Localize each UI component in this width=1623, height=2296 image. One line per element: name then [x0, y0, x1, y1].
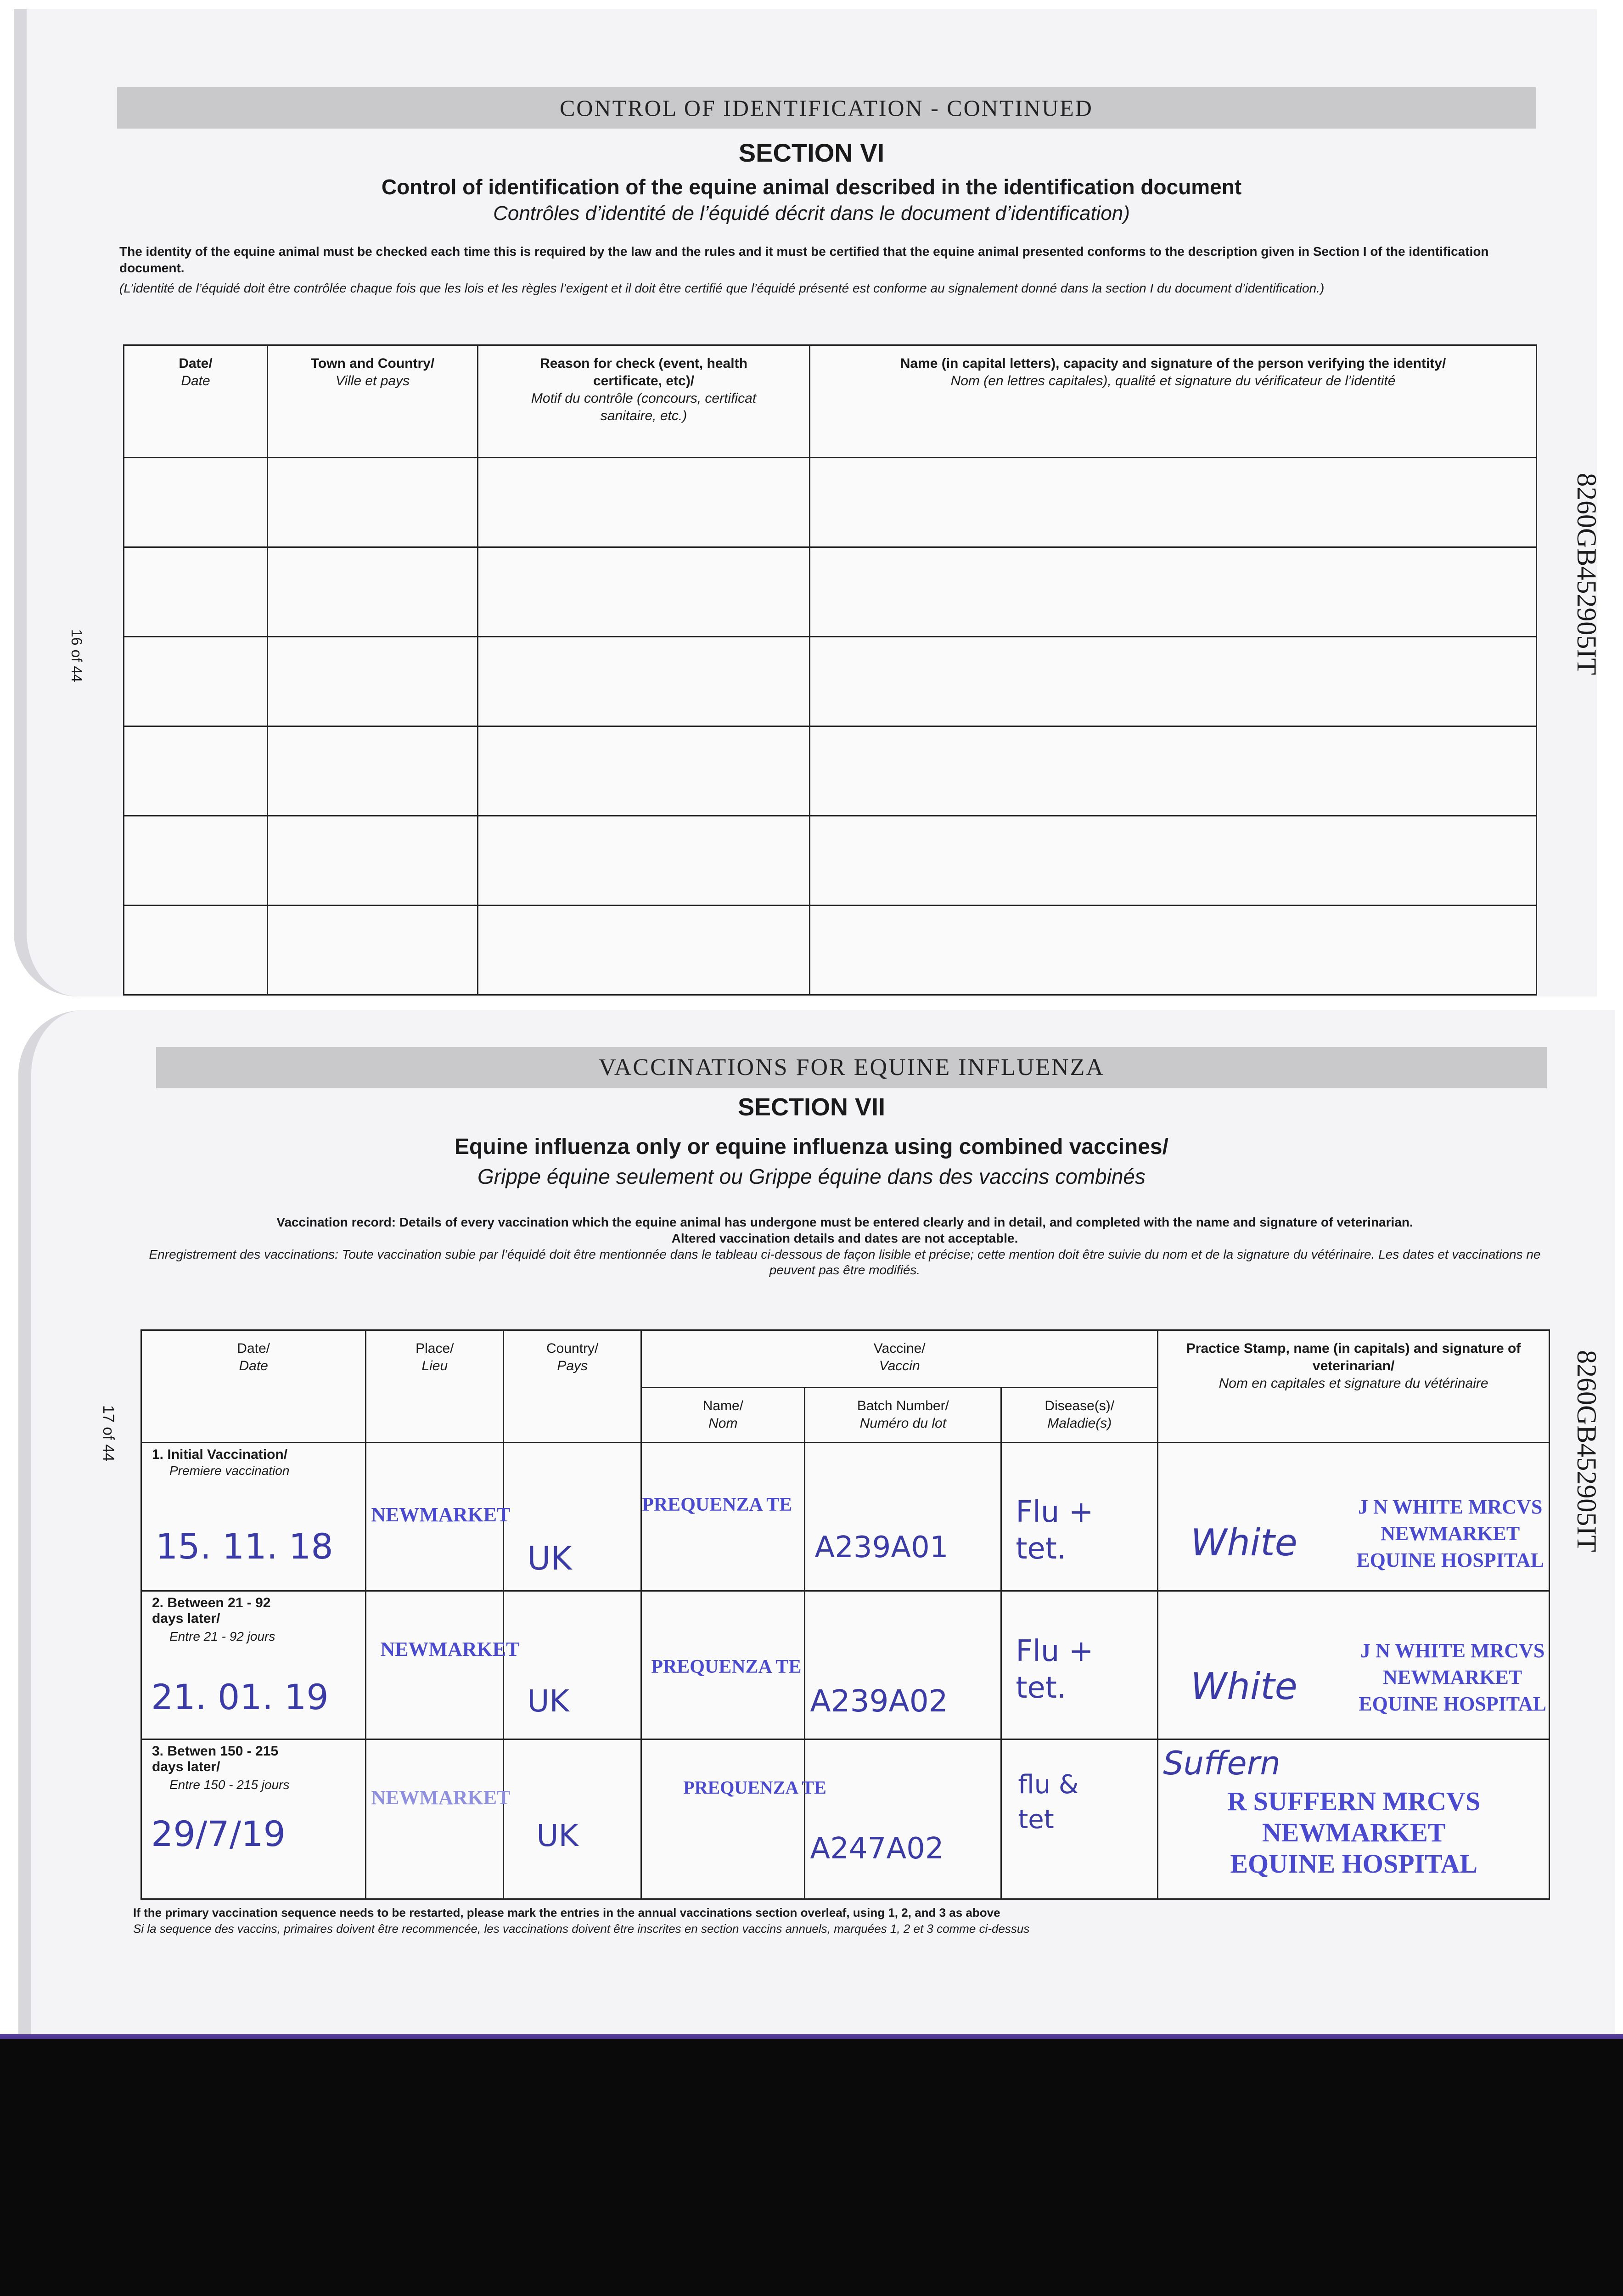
table-row[interactable]	[141, 1739, 1550, 1899]
date-value[interactable]: 15. 11. 18	[156, 1526, 333, 1567]
disease-value[interactable]: Flu + tet.	[1016, 1634, 1094, 1705]
col-date-header: Date/ Date	[124, 345, 268, 458]
col-vaccine-header: Vaccine/ Vaccin	[641, 1330, 1158, 1388]
date-value[interactable]: 21. 01. 19	[151, 1677, 329, 1717]
row-label: 2. Between 21 - 92 days later/	[152, 1595, 271, 1626]
vaccine-name-value[interactable]: PREQUENZA TE	[683, 1777, 826, 1798]
document-number-top: 8260GB452905IT	[1572, 473, 1602, 675]
scan-background	[0, 2039, 1623, 2296]
table-row[interactable]	[124, 906, 1537, 995]
col-country-header: Country/ Pays	[504, 1330, 641, 1443]
row-label-fr: Entre 21 - 92 jours	[169, 1629, 275, 1643]
table-row[interactable]	[124, 458, 1537, 547]
section-vii-intro-en: Vaccination record: Details of every vaccination which the equine animal has undergone must be entered clearly and in detail, and completed with the name and signature of veterinarian.	[276, 1215, 1413, 1229]
section-vi-band: CONTROL OF IDENTIFICATION - CONTINUED	[117, 87, 1536, 129]
place-value[interactable]: NEWMARKET	[371, 1503, 511, 1526]
signature: White	[1191, 1521, 1297, 1564]
table-row[interactable]	[124, 547, 1537, 637]
col-town-header: Town and Country/ Ville et pays	[268, 345, 478, 458]
footnote-en: If the primary vaccination sequence needs to be restarted, please mark the entries in the annual vaccinations section overleaf, using 1, 2, and 3 as above	[133, 1906, 1000, 1919]
page-number-16: 16 of 44	[68, 629, 85, 682]
page-number-17: 17 of 44	[100, 1405, 117, 1462]
country-value[interactable]: UK	[527, 1540, 572, 1577]
document-number-bottom: 8260GB452905IT	[1572, 1350, 1602, 1552]
country-value[interactable]: UK	[536, 1818, 578, 1853]
col-reason-header: Reason for check (event, health certificate, etc)/ Motif du contrôle (concours, certificat sanitaire, etc.)	[478, 345, 810, 458]
table-row[interactable]	[141, 1591, 1550, 1739]
section-vii-title: SECTION VII	[737, 1093, 886, 1121]
vet-stamp: J N WHITE MRCVS NEWMARKET EQUINE HOSPITAL	[1359, 1639, 1546, 1715]
section-vi-subtitle-fr: Contrôles d’identité de l’équidé décrit dans le document d’identification)	[493, 202, 1130, 225]
place-value[interactable]: NEWMARKET	[380, 1638, 520, 1660]
disease-value[interactable]: Flu + tet.	[1016, 1495, 1094, 1566]
footnote-fr: Si la sequence des vaccins, primaires doivent être recommencée, les vaccinations doivent être inscrites en section vaccins annuels, marquées 1, 2 et 3 comme ci-dessus	[133, 1922, 1030, 1936]
section-vi-subtitle-en: Control of identification of the equine animal described in the identification document	[381, 175, 1242, 199]
section-vii-intro-fr: Enregistrement des vaccinations: Toute vaccination subie par l’équidé doit être mentionnée dans le tableau ci-dessous de façon lisible et précise; cette mention doit être suivie du nom et de la signature du vétérinaire. Les dates et vaccinations ne peuvent pas être modifiés.	[149, 1247, 1541, 1277]
signature: Suffern	[1163, 1745, 1280, 1782]
row-label-fr: Entre 150 - 215 jours	[169, 1778, 290, 1792]
signature: White	[1191, 1665, 1297, 1708]
vet-stamp: R SUFFERN MRCVS NEWMARKET EQUINE HOSPITAL	[1227, 1786, 1481, 1879]
row-label-fr: Premiere vaccination	[169, 1463, 290, 1478]
section-vii-band: VACCINATIONS FOR EQUINE INFLUENZA	[156, 1047, 1547, 1088]
country-value[interactable]: UK	[527, 1683, 569, 1719]
section-vii-intro-en2: Altered vaccination details and dates are not acceptable.	[671, 1231, 1018, 1245]
identification-check-table	[123, 344, 1537, 996]
table-row[interactable]	[124, 816, 1537, 906]
row-label: 3. Betwen 150 - 215 days later/	[152, 1744, 279, 1774]
col-name-header: Name (in capital letters), capacity and signature of the person verifying the identity/ Nom (en lettres capitales), qualité et signature du vérificateur de l’identité	[810, 345, 1537, 458]
vaccination-table	[140, 1329, 1550, 1900]
batch-value[interactable]: A247A02	[810, 1832, 944, 1866]
section-vi-intro-fr: (L’identité de l’équidé doit être contrôlée chaque fois que les lois et les règles l’exigent et il doit être certifié que l’équidé présenté est conforme au signalement donné dans la section I du document d’identification.)	[119, 281, 1325, 295]
col-disease-header: Disease(s)/ Maladie(s)	[1001, 1388, 1158, 1443]
vaccine-name-value[interactable]: PREQUENZA TE	[642, 1494, 792, 1515]
row-label: 1. Initial Vaccination/	[152, 1447, 288, 1462]
col-name-header: Name/ Nom	[641, 1388, 805, 1443]
table-row[interactable]	[124, 637, 1537, 726]
section-vii-subtitle-fr: Grippe équine seulement ou Grippe équine dans des vaccins combinés	[477, 1165, 1146, 1188]
col-date-header: Date/ Date	[141, 1330, 366, 1443]
section-vi-intro-en: The identity of the equine animal must be checked each time this is required by the law and the rules and it must be certified that the equine animal presented conforms to the description given in Section I of the identification document.	[119, 244, 1489, 275]
vet-stamp: J N WHITE MRCVS NEWMARKET EQUINE HOSPITAL	[1356, 1496, 1544, 1571]
date-value[interactable]: 29/7/19	[151, 1813, 286, 1854]
section-vii-subtitle-en: Equine influenza only or equine influenza using combined vaccines/	[455, 1135, 1168, 1159]
place-value[interactable]: NEWMARKET	[371, 1786, 511, 1809]
batch-value[interactable]: A239A01	[814, 1531, 949, 1564]
table-row[interactable]	[141, 1443, 1550, 1591]
section-vi-title: SECTION VI	[738, 138, 885, 167]
col-stamp-header: Practice Stamp, name (in capitals) and signature of veterinarian/ Nom en capitales et signature du vétérinaire	[1158, 1330, 1550, 1443]
table-row[interactable]	[124, 726, 1537, 816]
col-batch-header: Batch Number/ Numéro du lot	[805, 1388, 1001, 1443]
col-place-header: Place/ Lieu	[366, 1330, 504, 1443]
batch-value[interactable]: A239A02	[810, 1683, 948, 1719]
disease-value[interactable]: flu & tet	[1018, 1770, 1079, 1835]
vaccine-name-value[interactable]: PREQUENZA TE	[651, 1656, 802, 1677]
